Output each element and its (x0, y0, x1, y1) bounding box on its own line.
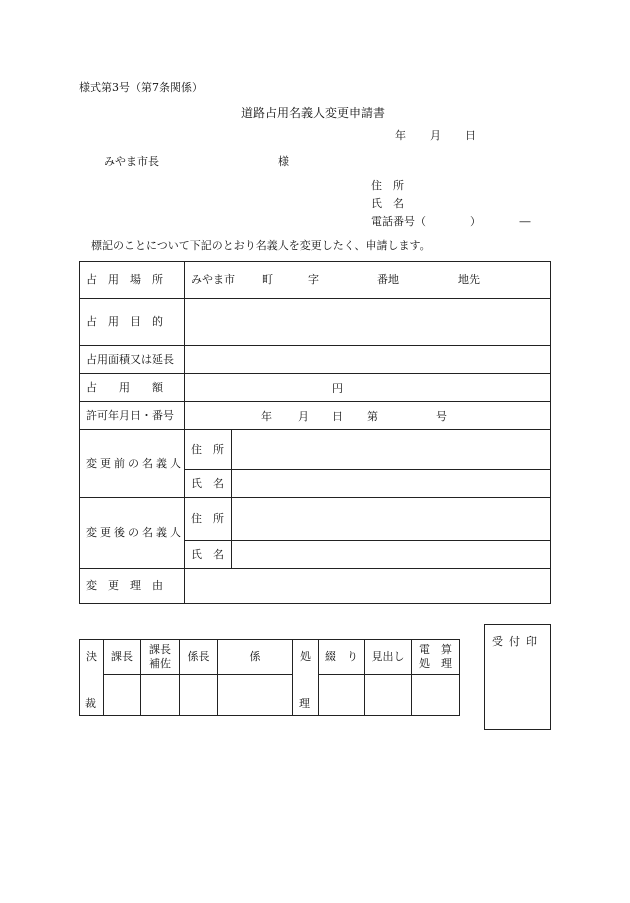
shori-sho: 処 (300, 650, 311, 663)
after-label: 変更後の名義人 (80, 498, 185, 569)
row-permit (80, 402, 551, 430)
form-number: 様式第3号（第7条関係） (79, 81, 203, 94)
kakari-stamp[interactable] (218, 675, 293, 716)
purpose-value[interactable] (185, 299, 551, 346)
shori-ri: 理 (299, 697, 310, 710)
date-month: 月 (430, 129, 441, 142)
location-town: 町 (262, 273, 273, 286)
permit-value[interactable] (185, 402, 551, 430)
before-address-value[interactable] (232, 430, 551, 470)
row-location (80, 262, 551, 299)
applicant-address-label: 住 所 (371, 179, 404, 192)
location-chisaki: 地先 (458, 273, 480, 286)
receipt-label: 受付印 (492, 635, 543, 648)
after-address-value[interactable] (232, 498, 551, 541)
row-reason (80, 569, 551, 604)
reason-label: 変 更 理 由 (80, 569, 185, 604)
permit-day: 日 (332, 410, 343, 423)
location-label: 占 用 場 所 (80, 262, 185, 299)
kacho-hosa-stamp[interactable] (141, 675, 180, 716)
kessai-sai: 裁 (85, 697, 96, 710)
densan-label: 電 算 処 理 (412, 640, 460, 675)
purpose-label: 占 用 目 的 (80, 299, 185, 346)
area-label: 占用面積又は延長 (80, 346, 185, 374)
kessai-label (80, 640, 104, 716)
tsuzuri-stamp[interactable] (319, 675, 365, 716)
application-table (79, 261, 551, 604)
page-title: 道路占用名義人変更申請書 (241, 106, 386, 120)
honorific: 様 (278, 155, 289, 168)
kacho-label: 課長 (104, 640, 141, 675)
kakaricho-label: 係長 (180, 640, 218, 675)
densan-stamp[interactable] (412, 675, 460, 716)
permit-go: 号 (436, 410, 447, 423)
permit-dai: 第 (367, 410, 378, 423)
shori-label (293, 640, 319, 716)
permit-year: 年 (261, 410, 272, 423)
row-before-address (80, 430, 551, 470)
row-after-address (80, 498, 551, 541)
before-name-value[interactable] (232, 470, 551, 498)
before-name-label: 氏 名 (185, 470, 232, 498)
location-value[interactable] (185, 262, 551, 299)
location-banchi: 番地 (377, 273, 399, 286)
location-city: みやま市 (191, 273, 235, 286)
before-address-label: 住 所 (185, 430, 232, 470)
after-name-value[interactable] (232, 541, 551, 569)
kakaricho-stamp[interactable] (180, 675, 218, 716)
amount-label: 占 用 額 (80, 374, 185, 402)
row-purpose (80, 299, 551, 346)
tsuzuri-label: 綴 り (319, 640, 365, 675)
intro-text: 標記のことについて下記のとおり名義人を変更したく、申請します。 (91, 239, 431, 252)
midashi-stamp[interactable] (365, 675, 412, 716)
receipt-stamp-box[interactable] (484, 624, 551, 730)
before-label: 変更前の名義人 (80, 430, 185, 498)
reason-value[interactable] (185, 569, 551, 604)
midashi-label: 見出し (365, 640, 412, 675)
area-value[interactable] (185, 346, 551, 374)
date-year: 年 (395, 129, 406, 142)
kessai-ketsu: 決 (86, 650, 97, 663)
kakari-label: 係 (218, 640, 293, 675)
permit-label: 許可年月日・番号 (80, 402, 185, 430)
applicant-name-label: 氏 名 (371, 197, 404, 210)
row-area (80, 346, 551, 374)
row-amount (80, 374, 551, 402)
kacho-hosa-label: 課長 補佐 (141, 640, 180, 675)
date-day: 日 (465, 129, 476, 142)
approval-table (79, 639, 460, 716)
after-address-label: 住 所 (185, 498, 232, 541)
permit-month: 月 (298, 410, 309, 423)
location-aza: 字 (308, 273, 319, 286)
amount-value[interactable] (185, 374, 551, 402)
applicant-phone-label: 電話番号（ ） ― (371, 215, 531, 228)
after-name-label: 氏 名 (185, 541, 232, 569)
addressee: みやま市長 (104, 155, 159, 168)
amount-unit: 円 (332, 382, 343, 395)
kacho-stamp[interactable] (104, 675, 141, 716)
